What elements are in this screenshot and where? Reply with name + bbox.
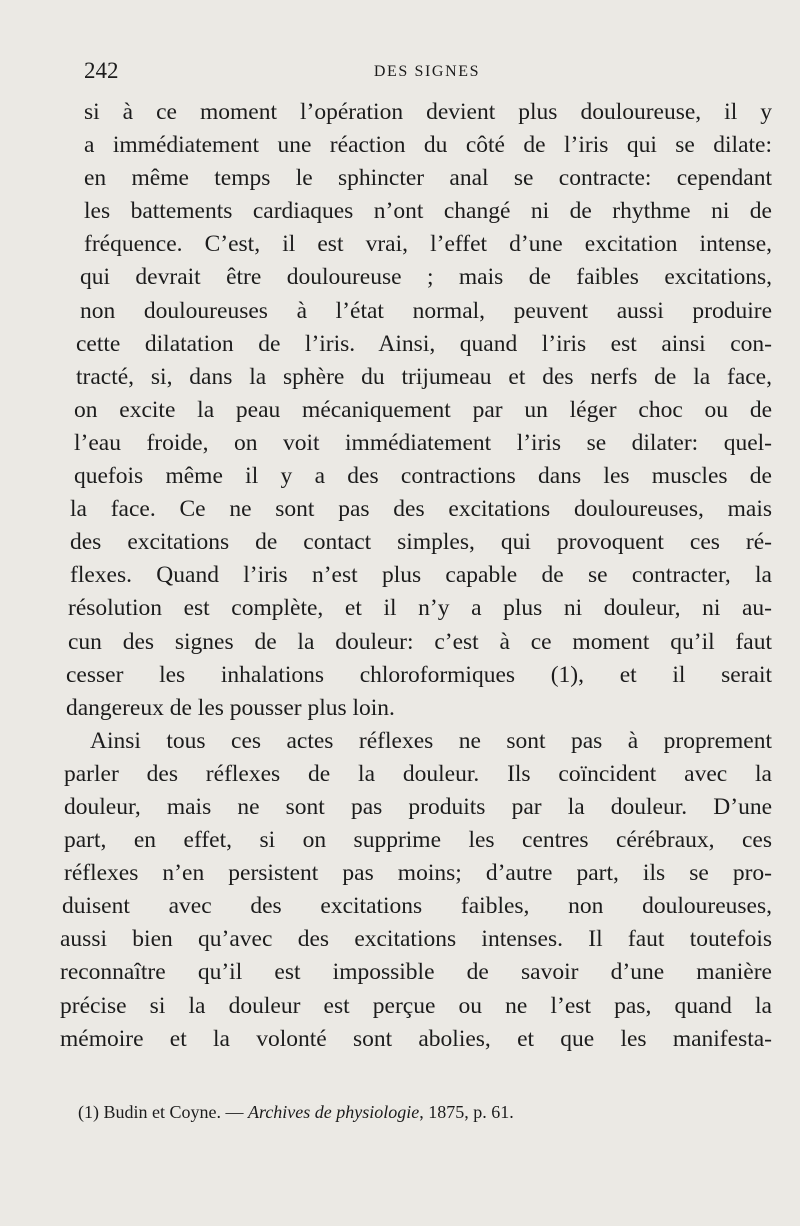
text-line: précise si la douleur est perçue ou ne l’est pas, quand la — [60, 992, 772, 1019]
text-line: résolution est complète, et il n’y a plus ni douleur, ni au- — [68, 595, 772, 622]
text-line: cesser les inhalations chloroformiques (1), et il serait — [66, 661, 772, 688]
text-line: part, en effet, si on supprime les centres cérébraux, ces — [64, 827, 772, 854]
text-line: les battements cardiaques n’ont changé ni de rhythme ni de — [84, 198, 772, 225]
text-line: fréquence. C’est, il est vrai, l’effet d’une excitation intense, — [84, 231, 772, 258]
footnote-journal-title: Archives de physiologie — [247, 1102, 420, 1122]
text-line: flexes. Quand l’iris n’est plus capable de se contracter, la — [70, 562, 772, 589]
text-line: tracté, si, dans la sphère du trijumeau et des nerfs de la face, — [76, 363, 772, 390]
text-line: l’eau froide, on voit immédiatement l’iris se dilater: quel- — [74, 429, 772, 456]
text-line: en même temps le sphincter anal se contracte: cependant — [84, 165, 772, 192]
running-head: DES SIGNES — [373, 63, 481, 80]
text-line: Ainsi tous ces actes réflexes ne sont pas à proprement — [90, 727, 772, 754]
text-line: dangereux de les pousser plus loin. — [66, 694, 395, 721]
body-text — [60, 96, 772, 1056]
page-number: 242 — [84, 58, 119, 83]
text-line: a immédiatement une réaction du côté de l’iris qui se dilate: — [84, 132, 772, 159]
footnote-reference: (1) Budin et Coyne. — — [78, 1102, 248, 1122]
text-line: on excite la peau mécaniquement par un léger choc ou de — [74, 396, 772, 423]
text-line: des excitations de contact simples, qui provoquent ces ré- — [70, 529, 772, 556]
text-line: la face. Ce ne sont pas des excitations douloureuses, mais — [70, 496, 772, 523]
footnote — [78, 1102, 514, 1123]
page-header — [84, 58, 770, 92]
text-line: reconnaître qu’il est impossible de savoir d’une manière — [60, 959, 772, 986]
text-line: qui devrait être douloureuse ; mais de faibles excitations, — [80, 264, 772, 291]
text-line: si à ce moment l’opération devient plus douloureuse, il y — [84, 99, 772, 125]
text-line: duisent avec des excitations faibles, non douloureuses, — [62, 893, 772, 920]
footnote-citation: , 1875, p. 61. — [419, 1102, 514, 1122]
text-line: non douloureuses à l’état normal, peuvent aussi produire — [80, 297, 772, 324]
text-line: réflexes n’en persistent pas moins; d’autre part, ils se pro- — [64, 860, 772, 887]
text-line: quefois même il y a des contractions dans les muscles de — [74, 463, 772, 490]
text-line: parler des réflexes de la douleur. Ils coïncident avec la — [64, 760, 772, 787]
text-line: douleur, mais ne sont pas produits par la douleur. D’une — [64, 793, 772, 820]
text-line: cette dilatation de l’iris. Ainsi, quand l’iris est ainsi con- — [76, 330, 772, 357]
text-line: cun des signes de la douleur: c’est à ce moment qu’il faut — [68, 628, 772, 655]
text-line: mémoire et la volonté sont abolies, et que les manifesta- — [60, 1025, 772, 1052]
text-line: aussi bien qu’avec des excitations intenses. Il faut toutefois — [60, 926, 772, 953]
